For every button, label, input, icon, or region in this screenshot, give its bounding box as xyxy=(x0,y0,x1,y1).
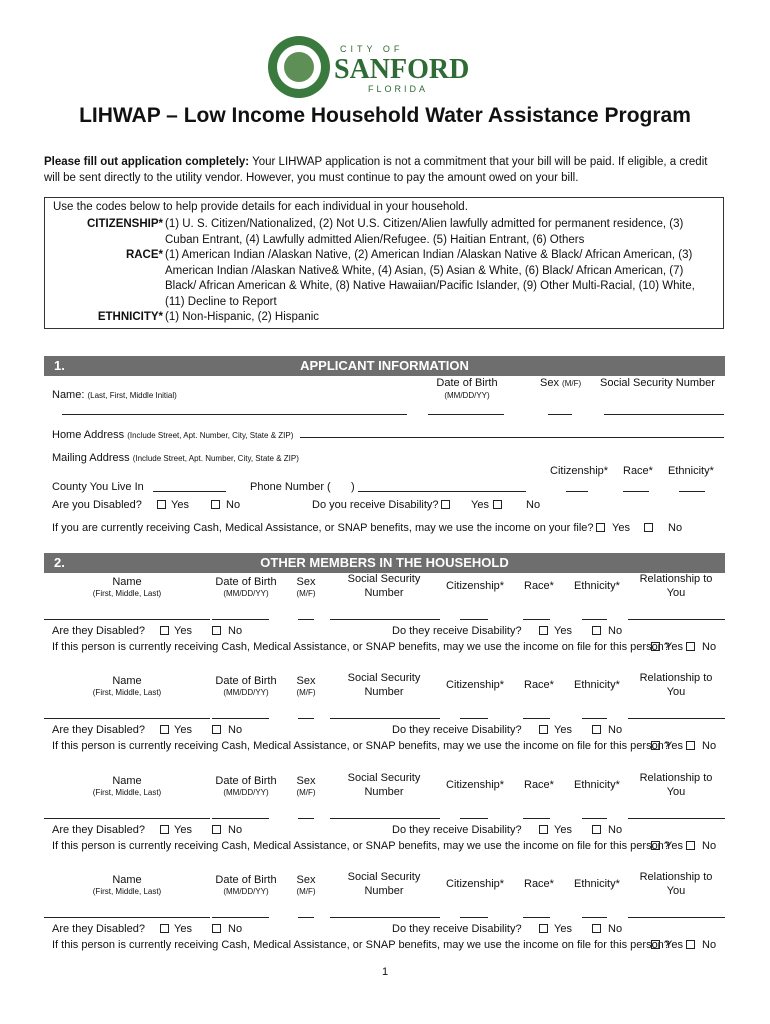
member-2-ssn-field[interactable] xyxy=(330,718,440,719)
name-field[interactable] xyxy=(62,414,407,415)
member-1-dob-hint: (MM/DD/YY) xyxy=(223,589,269,598)
member-2-ssn-label-1: Social Security xyxy=(347,672,421,684)
member-2-disability-yes-checkbox[interactable] xyxy=(539,725,548,734)
member-2-citizenship-field[interactable] xyxy=(460,718,488,719)
ssn-label: Social Security Number xyxy=(600,377,715,389)
citizenship-code-label: CITIZENSHIP* xyxy=(86,218,163,230)
member-4-disabled-no-checkbox[interactable] xyxy=(212,924,221,933)
logo-city-of: CITY OF xyxy=(340,44,404,54)
member-2-citizenship-label: Citizenship* xyxy=(446,679,505,691)
section2-header xyxy=(44,553,725,573)
dob-label: Date of Birth xyxy=(436,377,498,389)
home-address-field[interactable] xyxy=(300,437,724,438)
disabled-no-label: No xyxy=(226,499,241,511)
member-2-disabled-no-checkbox[interactable] xyxy=(212,725,221,734)
member-1-ssn-field[interactable] xyxy=(330,619,440,620)
member-4-race-label: Race* xyxy=(524,878,554,890)
phone-field[interactable] xyxy=(358,491,526,492)
member-1-benefits-yes-label: Yes xyxy=(665,641,683,653)
member-1-sex-hint: (M/F) xyxy=(296,589,316,598)
household-member-row xyxy=(0,872,770,962)
member-1-benefits-no-label: No xyxy=(702,641,717,653)
member-4-ssn-label-1: Social Security xyxy=(347,871,421,883)
member-2-disability-no-label: No xyxy=(608,724,623,736)
member-3-ethnicity-label: Ethnicity* xyxy=(574,779,620,791)
member-2-race-field[interactable] xyxy=(523,718,550,719)
citizenship-label: Citizenship* xyxy=(550,465,609,477)
member-3-relationship-label-2: You xyxy=(666,786,686,798)
member-3-ssn-label-2: Number xyxy=(364,786,404,798)
member-4-citizenship-label: Citizenship* xyxy=(446,878,505,890)
member-2-disabled-question: Are they Disabled? xyxy=(52,724,145,736)
disability-yes-checkbox[interactable] xyxy=(441,500,450,509)
page-title: LIHWAP – Low Income Household Water Assistance Program xyxy=(79,104,691,127)
member-4-disability-yes-label: Yes xyxy=(554,923,572,935)
member-2-relationship-label-2: You xyxy=(666,686,686,698)
member-2-benefits-no-checkbox[interactable] xyxy=(686,741,695,750)
county-field[interactable] xyxy=(153,491,226,492)
member-3-dob-field[interactable] xyxy=(212,818,269,819)
section2-title: OTHER MEMBERS IN THE HOUSEHOLD xyxy=(260,555,509,570)
ethnicity-code-label: ETHNICITY* xyxy=(97,311,163,323)
member-3-disability-no-checkbox[interactable] xyxy=(592,825,601,834)
name-hint: (Last, First, Middle Initial) xyxy=(87,391,177,400)
member-4-ssn-label-2: Number xyxy=(364,885,404,897)
home-address-label xyxy=(52,429,293,441)
intro-body: Your LIHWAP application is not a commitment that your bill will be paid. If eligible, a credit will be sent directly to the utility vendor. However, you must continue to pay the amount owed on your bill. xyxy=(44,156,708,184)
member-1-ethnicity-field[interactable] xyxy=(582,619,607,620)
sex-label xyxy=(540,377,581,389)
member-2-disability-yes-label: Yes xyxy=(554,724,572,736)
section2-number: 2. xyxy=(54,555,65,570)
disabled-no-checkbox[interactable] xyxy=(211,500,220,509)
member-1-benefits-yes-checkbox[interactable] xyxy=(651,642,660,651)
member-2-race-label: Race* xyxy=(524,679,554,691)
member-2-ssn-label-2: Number xyxy=(364,686,404,698)
sex-label-text: Sex xyxy=(540,377,559,389)
member-1-disability-no-label: No xyxy=(608,625,623,637)
member-2-name-field[interactable] xyxy=(44,718,210,719)
member-4-disabled-yes-checkbox[interactable] xyxy=(160,924,169,933)
member-2-ethnicity-field[interactable] xyxy=(582,718,607,719)
member-1-relationship-label-1: Relationship to xyxy=(639,573,713,585)
benefits-yes-checkbox[interactable] xyxy=(596,523,605,532)
ethnicity-code-text: (1) Non-Hispanic, (2) Hispanic xyxy=(165,311,320,323)
ethnicity-field[interactable] xyxy=(679,491,705,492)
phone-close: ) xyxy=(351,481,355,493)
mailing-address-label xyxy=(52,452,299,464)
race-field[interactable] xyxy=(623,491,649,492)
member-2-sex-hint: (M/F) xyxy=(296,688,316,697)
disabled-question: Are you Disabled? xyxy=(52,499,142,511)
member-3-name-hint: (First, Middle, Last) xyxy=(92,788,162,797)
member-3-sex-field[interactable] xyxy=(298,818,314,819)
county-label: County You Live In xyxy=(52,481,144,493)
member-4-dob-hint: (MM/DD/YY) xyxy=(223,887,269,896)
member-4-disability-no-label: No xyxy=(608,923,623,935)
member-3-sex-hint: (M/F) xyxy=(296,788,316,797)
member-4-disability-yes-checkbox[interactable] xyxy=(539,924,548,933)
member-3-citizenship-field[interactable] xyxy=(460,818,488,819)
race-code-label: RACE* xyxy=(125,249,163,261)
member-1-dob-label: Date of Birth xyxy=(215,576,277,588)
disability-no-label: No xyxy=(526,499,541,511)
member-2-ethnicity-label: Ethnicity* xyxy=(574,679,620,691)
member-3-ssn-label-1: Social Security xyxy=(347,772,421,784)
household-member-row xyxy=(0,773,770,863)
ethnicity-label: Ethnicity* xyxy=(668,465,714,477)
benefits-no-checkbox[interactable] xyxy=(644,523,653,532)
member-4-citizenship-field[interactable] xyxy=(460,917,488,918)
member-3-dob-label: Date of Birth xyxy=(215,775,277,787)
member-4-ssn-field[interactable] xyxy=(330,917,440,918)
member-1-ssn-label-1: Social Security xyxy=(347,573,421,585)
sanford-logo xyxy=(268,36,470,98)
sex-hint: (M/F) xyxy=(562,379,582,388)
member-3-name-label: Name xyxy=(112,775,142,787)
disabled-yes-checkbox[interactable] xyxy=(157,500,166,509)
mailing-address-hint: (Include Street, Apt. Number, City, State & ZIP) xyxy=(132,454,299,463)
member-4-disability-question: Do they receive Disability? xyxy=(392,923,522,935)
member-4-relationship-field[interactable] xyxy=(628,917,725,918)
member-3-disabled-no-label: No xyxy=(228,824,243,836)
member-4-benefits-question: If this person is currently receiving Cash, Medical Assistance, or SNAP benefits, may we use the income on file for this person? xyxy=(52,939,670,951)
disability-no-checkbox[interactable] xyxy=(493,500,502,509)
member-4-dob-field[interactable] xyxy=(212,917,269,918)
member-3-dob-hint: (MM/DD/YY) xyxy=(223,788,269,797)
member-1-disability-yes-checkbox[interactable] xyxy=(539,626,548,635)
mailing-address-label-text: Mailing Address xyxy=(52,452,130,464)
member-3-benefits-no-label: No xyxy=(702,840,717,852)
sex-field[interactable] xyxy=(548,414,572,415)
member-2-relationship-field[interactable] xyxy=(628,718,725,719)
member-1-disabled-yes-checkbox[interactable] xyxy=(160,626,169,635)
member-3-name-field[interactable] xyxy=(44,818,210,819)
member-3-citizenship-label: Citizenship* xyxy=(446,779,505,791)
member-2-dob-hint: (MM/DD/YY) xyxy=(223,688,269,697)
member-1-name-hint: (First, Middle, Last) xyxy=(92,589,162,598)
member-1-dob-field[interactable] xyxy=(212,619,269,620)
member-3-disability-yes-label: Yes xyxy=(554,824,572,836)
member-2-benefits-question: If this person is currently receiving Cash, Medical Assistance, or SNAP benefits, may we use the income on file for this person? xyxy=(52,740,670,752)
member-1-sex-label: Sex xyxy=(296,576,316,588)
member-4-ethnicity-field[interactable] xyxy=(582,917,607,918)
member-3-disabled-question: Are they Disabled? xyxy=(52,824,145,836)
member-4-benefits-yes-checkbox[interactable] xyxy=(651,940,660,949)
member-1-disability-yes-label: Yes xyxy=(554,625,572,637)
name-label xyxy=(52,389,177,401)
member-2-benefits-yes-checkbox[interactable] xyxy=(651,741,660,750)
member-1-disabled-question: Are they Disabled? xyxy=(52,625,145,637)
ssn-field[interactable] xyxy=(604,414,724,415)
logo-name: SANFORD xyxy=(334,54,470,85)
dob-hint: (MM/DD/YY) xyxy=(444,391,490,400)
citizenship-field[interactable] xyxy=(566,491,588,492)
member-2-sex-label: Sex xyxy=(296,675,316,687)
member-3-ethnicity-field[interactable] xyxy=(582,818,607,819)
member-4-name-field[interactable] xyxy=(44,917,210,918)
member-3-ssn-field[interactable] xyxy=(330,818,440,819)
benefits-question: If you are currently receiving Cash, Medical Assistance, or SNAP benefits, may we use the income on your file? xyxy=(52,522,594,534)
member-2-benefits-yes-label: Yes xyxy=(665,740,683,752)
member-4-disability-no-checkbox[interactable] xyxy=(592,924,601,933)
member-3-disability-no-label: No xyxy=(608,824,623,836)
disability-yes-label: Yes xyxy=(471,499,489,511)
member-3-relationship-field[interactable] xyxy=(628,818,725,819)
page-number: 1 xyxy=(381,966,389,978)
member-3-benefits-no-checkbox[interactable] xyxy=(686,841,695,850)
member-4-ethnicity-label: Ethnicity* xyxy=(574,878,620,890)
member-3-race-field[interactable] xyxy=(523,818,550,819)
member-4-relationship-label-1: Relationship to xyxy=(639,871,713,883)
member-4-disabled-question: Are they Disabled? xyxy=(52,923,145,935)
member-4-disabled-yes-label: Yes xyxy=(174,923,192,935)
member-2-benefits-no-label: No xyxy=(702,740,717,752)
member-4-race-field[interactable] xyxy=(523,917,550,918)
household-member-row xyxy=(0,673,770,763)
member-3-relationship-label-1: Relationship to xyxy=(639,772,713,784)
intro-bold: Please fill out application completely: xyxy=(44,156,250,168)
member-2-name-hint: (First, Middle, Last) xyxy=(92,688,162,697)
race-code-text: (1) American Indian /Alaskan Native, (2) American Indian /Alaskan Native & Black/ African American, (3) American Indian /Alaskan Native& White, (4) Asian, (5) Asian & White, (6) Black/ African American, (7) Black/ African American & White, (8) Native Hawaiian/Pacific Islander, (9) Other Multi-Racial, (10) White, (11) Decline to Report xyxy=(165,249,695,308)
member-1-citizenship-field[interactable] xyxy=(460,619,488,620)
member-3-race-label: Race* xyxy=(524,779,554,791)
home-address-hint: (Include Street, Apt. Number, City, State & ZIP) xyxy=(127,431,294,440)
member-1-ethnicity-label: Ethnicity* xyxy=(574,580,620,592)
member-4-relationship-label-2: You xyxy=(666,885,686,897)
section1-number: 1. xyxy=(54,358,65,373)
member-2-dob-label: Date of Birth xyxy=(215,675,277,687)
member-3-benefits-yes-checkbox[interactable] xyxy=(651,841,660,850)
home-address-label-text: Home Address xyxy=(52,429,125,441)
member-3-benefits-question: If this person is currently receiving Cash, Medical Assistance, or SNAP benefits, may we use the income on file for this person? xyxy=(52,840,670,852)
member-1-disability-question: Do they receive Disability? xyxy=(392,625,522,637)
member-1-disabled-yes-label: Yes xyxy=(174,625,192,637)
member-4-dob-label: Date of Birth xyxy=(215,874,277,886)
member-1-ssn-label-2: Number xyxy=(364,587,404,599)
household-member-row xyxy=(0,574,770,664)
member-1-relationship-field[interactable] xyxy=(628,619,725,620)
section1-title: APPLICANT INFORMATION xyxy=(300,358,469,373)
dob-field[interactable] xyxy=(428,414,504,415)
disability-question: Do you receive Disability? xyxy=(312,499,439,511)
codes-heading: Use the codes below to help provide details for each individual in your household. xyxy=(53,201,468,213)
member-1-benefits-question: If this person is currently receiving Cash, Medical Assistance, or SNAP benefits, may we use the income on file for this person? xyxy=(52,641,670,653)
member-2-sex-field[interactable] xyxy=(298,718,314,719)
member-4-benefits-no-checkbox[interactable] xyxy=(686,940,695,949)
disabled-yes-label: Yes xyxy=(171,499,189,511)
logo-state: FLORIDA xyxy=(368,84,429,94)
member-1-benefits-no-checkbox[interactable] xyxy=(686,642,695,651)
member-3-sex-label: Sex xyxy=(296,775,316,787)
phone-label: Phone Number ( xyxy=(250,481,331,493)
member-4-benefits-yes-label: Yes xyxy=(665,939,683,951)
member-3-disabled-yes-checkbox[interactable] xyxy=(160,825,169,834)
citizenship-code-text: (1) U. S. Citizen/Nationalized, (2) Not U.S. Citizen/Alien lawfully admitted for permanent residence, (3) Cuban Entrant, (4) Lawfully admitted Alien/Refugee. (5) Haitian Entrant, (6) Others xyxy=(165,218,684,246)
member-3-disability-question: Do they receive Disability? xyxy=(392,824,522,836)
name-label-text: Name: xyxy=(52,389,85,401)
section1-header xyxy=(44,356,725,376)
member-1-race-label: Race* xyxy=(524,580,554,592)
benefits-yes-label: Yes xyxy=(612,522,630,534)
member-1-name-field[interactable] xyxy=(44,619,210,620)
member-4-sex-field[interactable] xyxy=(298,917,314,918)
member-2-disability-question: Do they receive Disability? xyxy=(392,724,522,736)
member-4-name-hint: (First, Middle, Last) xyxy=(92,887,162,896)
member-3-disability-yes-checkbox[interactable] xyxy=(539,825,548,834)
city-seal-icon xyxy=(268,36,330,98)
member-2-disabled-no-label: No xyxy=(228,724,243,736)
member-3-disabled-no-checkbox[interactable] xyxy=(212,825,221,834)
intro-text xyxy=(44,154,724,186)
member-2-disabled-yes-label: Yes xyxy=(174,724,192,736)
benefits-no-label: No xyxy=(668,522,683,534)
member-1-disabled-no-checkbox[interactable] xyxy=(212,626,221,635)
member-1-citizenship-label: Citizenship* xyxy=(446,580,505,592)
member-3-disabled-yes-label: Yes xyxy=(174,824,192,836)
member-4-sex-label: Sex xyxy=(296,874,316,886)
member-2-dob-field[interactable] xyxy=(212,718,269,719)
member-2-disability-no-checkbox[interactable] xyxy=(592,725,601,734)
member-1-name-label: Name xyxy=(112,576,142,588)
member-3-benefits-yes-label: Yes xyxy=(665,840,683,852)
member-2-name-label: Name xyxy=(112,675,142,687)
member-1-sex-field[interactable] xyxy=(298,619,314,620)
member-4-benefits-no-label: No xyxy=(702,939,717,951)
race-label: Race* xyxy=(623,465,653,477)
member-4-disabled-no-label: No xyxy=(228,923,243,935)
codes-box xyxy=(44,197,724,329)
member-4-sex-hint: (M/F) xyxy=(296,887,316,896)
member-2-disabled-yes-checkbox[interactable] xyxy=(160,725,169,734)
member-1-disabled-no-label: No xyxy=(228,625,243,637)
member-1-race-field[interactable] xyxy=(523,619,550,620)
member-1-relationship-label-2: You xyxy=(666,587,686,599)
member-1-disability-no-checkbox[interactable] xyxy=(592,626,601,635)
member-4-name-label: Name xyxy=(112,874,142,886)
member-2-relationship-label-1: Relationship to xyxy=(639,672,713,684)
